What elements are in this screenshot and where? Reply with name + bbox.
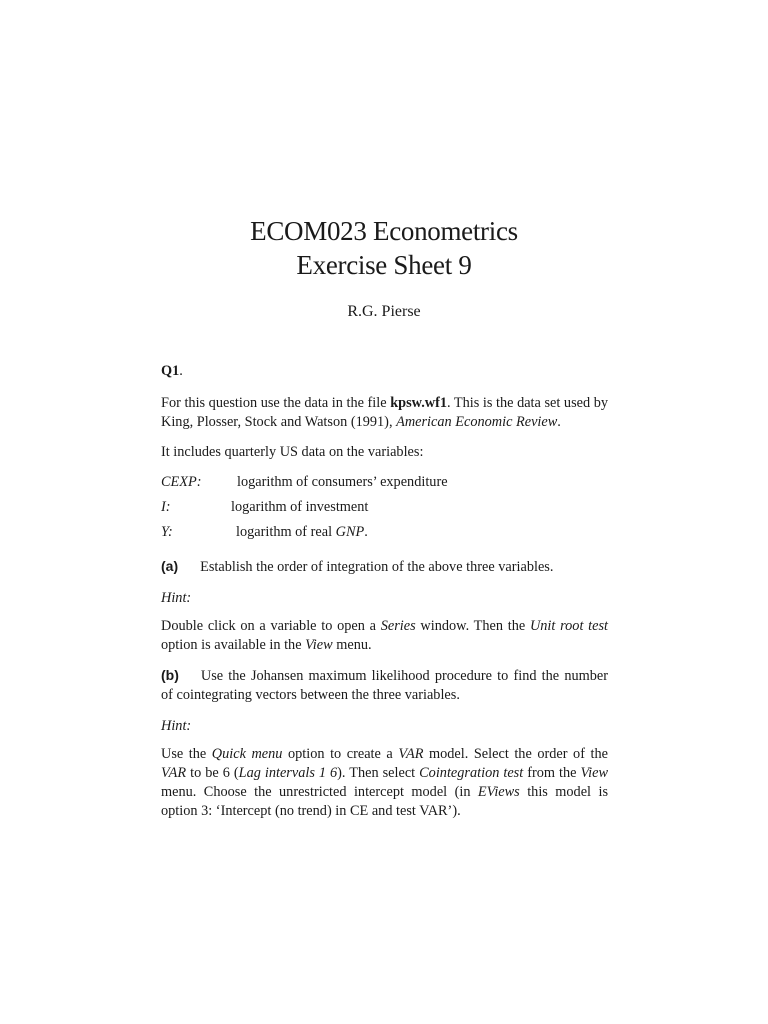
- document-body: [161, 362, 608, 832]
- author-name: R.G. Pierse: [347, 303, 421, 320]
- hint-text: menu.: [332, 637, 372, 653]
- variable-name: Y:: [161, 524, 173, 540]
- intro-text: .: [557, 414, 561, 430]
- part-b-label: (b): [161, 667, 179, 683]
- intro-text: . This is the data set used by King, Plosser, Stock and Watson (1991),: [161, 395, 609, 430]
- hint-emphasis: View: [580, 765, 608, 781]
- hint-a-text: [161, 617, 608, 655]
- hint-emphasis: Quick menu: [211, 746, 283, 762]
- hint-emphasis: View: [305, 637, 333, 653]
- variable-description-text: logarithm of real: [236, 524, 336, 540]
- hint-b-text: [161, 745, 608, 821]
- hint-text: menu. Choose the unrestricted intercept model (in: [161, 784, 478, 800]
- part-a-text: Establish the order of integration of the above three variables.: [200, 559, 554, 575]
- part-a-label: (a): [161, 558, 179, 574]
- course-title: ECOM023 Econometrics: [250, 216, 518, 246]
- journal-name: American Economic Review: [396, 414, 558, 430]
- variable-name: I:: [161, 499, 171, 515]
- variable-name: CEXP:: [161, 474, 202, 490]
- hint-text: from the: [523, 765, 581, 781]
- variable-row-i: [161, 498, 608, 523]
- variable-description: logarithm of investment: [231, 499, 369, 515]
- hint-text: option is available in the: [161, 637, 306, 653]
- part-a: [161, 557, 608, 577]
- question-heading: [161, 362, 608, 381]
- variable-list: [161, 473, 608, 548]
- hint-text: option to create a: [282, 746, 399, 762]
- hint-a-label: Hint:: [161, 590, 192, 606]
- hint-text: model. Select the order of the: [423, 746, 608, 762]
- hint-text: Use the: [161, 746, 212, 762]
- variable-description: [236, 523, 368, 542]
- hint-text: window. Then the: [415, 618, 530, 634]
- variable-row-y: [161, 523, 608, 548]
- document-title: [0, 214, 768, 282]
- part-b-text: Use the Johansen maximum likelihood procedure to find the number of cointegrating vectors between the three variables.: [161, 668, 608, 703]
- hint-text: ). Then select: [337, 765, 420, 781]
- hint-emphasis: Cointegration test: [419, 765, 524, 781]
- intro-paragraph: [161, 394, 608, 432]
- part-b: [161, 666, 608, 705]
- hint-emphasis: Series: [380, 618, 416, 634]
- variable-description-emphasis: GNP: [335, 524, 365, 540]
- variable-description-text: .: [364, 524, 368, 540]
- data-file-name: kpsw.wf1: [390, 395, 447, 411]
- hint-b-label: Hint:: [161, 718, 192, 734]
- sheet-title: Exercise Sheet 9: [296, 250, 472, 280]
- hint-emphasis: Lag intervals 1 6: [238, 765, 338, 781]
- intro-text: For this question use the data in the file: [161, 395, 391, 411]
- hint-text: to be 6 (: [186, 765, 239, 781]
- hint-emphasis: VAR: [398, 746, 424, 762]
- hint-emphasis: VAR: [161, 765, 187, 781]
- hint-emphasis: Unit root test: [529, 618, 609, 634]
- hint-text: Double click on a variable to open a: [161, 618, 381, 634]
- variable-description: logarithm of consumers’ expenditure: [237, 474, 448, 490]
- question-label-suffix: .: [179, 363, 183, 379]
- includes-paragraph: It includes quarterly US data on the variables:: [161, 444, 424, 460]
- hint-emphasis: EViews: [477, 784, 520, 800]
- question-label: Q1: [161, 363, 180, 379]
- hint-text: this model is option 3: ‘Intercept (no trend) in CE and test VAR’).: [161, 784, 609, 819]
- variable-row-cexp: [161, 473, 608, 498]
